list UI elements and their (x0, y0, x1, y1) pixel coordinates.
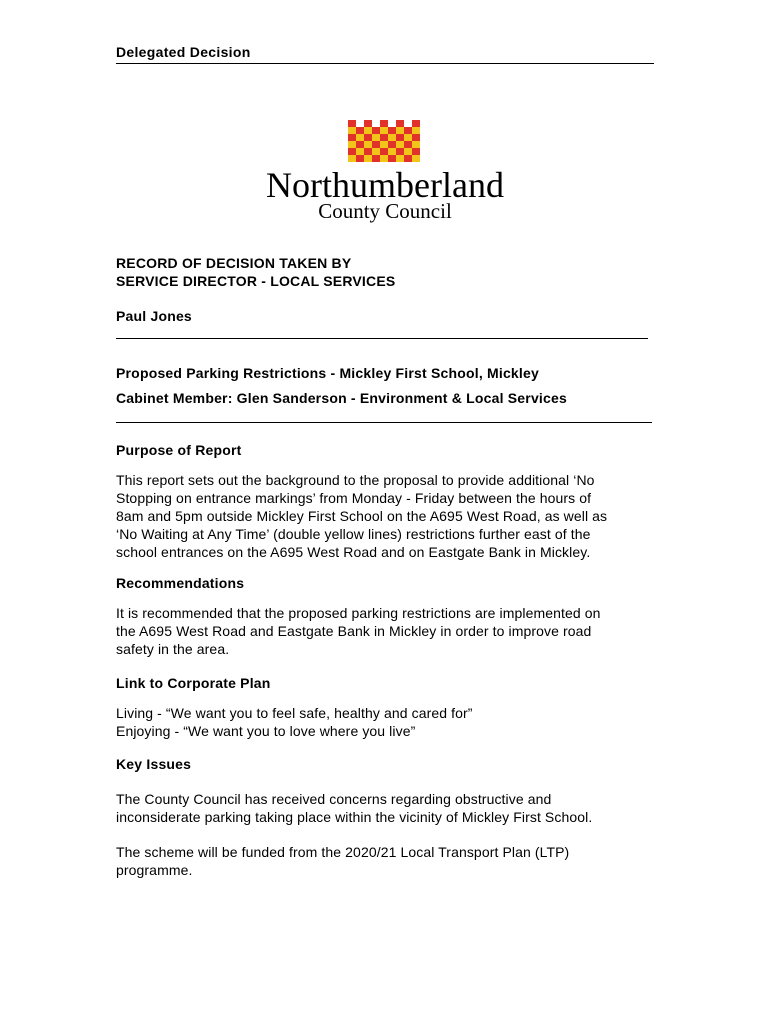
corporate-plan-line: Living - “We want you to feel safe, healthy and cared for” (116, 705, 473, 721)
logo-cell (364, 134, 372, 141)
logo-cell (404, 134, 412, 141)
logo-cell (404, 155, 412, 162)
subject-divider (116, 422, 652, 423)
logo-cell (380, 148, 388, 155)
logo-cell (364, 141, 372, 148)
logo-cell (388, 134, 396, 141)
logo-cell (388, 148, 396, 155)
corporate-plan-text (116, 704, 661, 740)
logo-cell (388, 127, 396, 134)
purpose-line: This report sets out the background to the proposal to provide additional ‘No (116, 472, 595, 488)
key-issues-line: programme. (116, 862, 193, 878)
logo-cell (380, 141, 388, 148)
logo-cell (348, 148, 356, 155)
record-title-line2: SERVICE DIRECTOR - LOCAL SERVICES (116, 273, 396, 289)
purpose-line: 8am and 5pm outside Mickley First School on the A695 West Road, as well as (116, 508, 608, 524)
document-header: Delegated Decision (116, 44, 251, 60)
logo-cell (348, 120, 356, 127)
recommendations-line: It is recommended that the proposed parking restrictions are implemented on (116, 605, 601, 621)
officer-name: Paul Jones (116, 308, 192, 324)
logo-cell (404, 148, 412, 155)
logo-cell (348, 155, 356, 162)
logo-cell (356, 127, 364, 134)
logo-cell (372, 148, 380, 155)
purpose-line: ‘No Waiting at Any Time’ (double yellow lines) restrictions further east of the (116, 526, 591, 542)
logo-cell (396, 120, 404, 127)
recommendations-text (116, 604, 661, 658)
record-title-line1: RECORD OF DECISION TAKEN BY (116, 255, 352, 271)
logo-cell (356, 155, 364, 162)
logo-cell (388, 155, 396, 162)
logo-cell (396, 155, 404, 162)
purpose-heading: Purpose of Report (116, 442, 242, 458)
purpose-text (116, 471, 661, 561)
logo-cell (364, 120, 372, 127)
logo-cell (412, 134, 420, 141)
key-issues-line: The County Council has received concerns regarding obstructive and (116, 791, 552, 807)
corporate-plan-line: Enjoying - “We want you to love where you live” (116, 723, 416, 739)
logo-cell (364, 155, 372, 162)
logo-cell (372, 127, 380, 134)
logo-subtitle: County Council (318, 199, 452, 223)
logo-cell (380, 155, 388, 162)
logo-cell (380, 120, 388, 127)
logo-cell (412, 141, 420, 148)
subject-title: Proposed Parking Restrictions - Mickley First School, Mickley (116, 365, 539, 381)
key-issues-line: The scheme will be funded from the 2020/21 Local Transport Plan (LTP) (116, 844, 570, 860)
logo-cell (404, 127, 412, 134)
recommendations-line: the A695 West Road and Eastgate Bank in Mickley in order to improve road (116, 623, 592, 639)
logo-cell (356, 148, 364, 155)
northumberland-logo-icon (348, 120, 420, 162)
logo-cell (364, 127, 372, 134)
logo-cell (396, 134, 404, 141)
logo-cell (412, 120, 420, 127)
officer-divider (116, 338, 648, 339)
logo-cell (396, 141, 404, 148)
logo-cell (372, 141, 380, 148)
key-issues-para1 (116, 790, 661, 826)
corporate-plan-heading: Link to Corporate Plan (116, 675, 271, 691)
logo-cell (412, 155, 420, 162)
purpose-line: school entrances on the A695 West Road and on Eastgate Bank in Mickley. (116, 544, 591, 560)
logo-cell (348, 141, 356, 148)
logo-cell (396, 127, 404, 134)
logo-cell (348, 134, 356, 141)
header-divider (116, 63, 654, 64)
purpose-line: Stopping on entrance markings’ from Monday - Friday between the hours of (116, 490, 592, 506)
logo-cell (372, 134, 380, 141)
logo-cell (356, 141, 364, 148)
logo-cell (412, 127, 420, 134)
logo-name: Northumberland (266, 165, 504, 205)
logo-cell (412, 148, 420, 155)
logo-cell (380, 134, 388, 141)
key-issues-heading: Key Issues (116, 756, 192, 772)
logo-cell (380, 127, 388, 134)
logo-cell (364, 148, 372, 155)
recommendations-heading: Recommendations (116, 575, 245, 591)
key-issues-line: inconsiderate parking taking place within the vicinity of Mickley First School. (116, 809, 593, 825)
cabinet-member: Cabinet Member: Glen Sanderson - Environment & Local Services (116, 390, 567, 406)
logo-cell (388, 141, 396, 148)
logo-cell (404, 141, 412, 148)
key-issues-para2 (116, 843, 661, 879)
recommendations-line: safety in the area. (116, 641, 230, 657)
logo-cell (396, 148, 404, 155)
logo-cell (348, 127, 356, 134)
logo-cell (372, 155, 380, 162)
logo-cell (356, 134, 364, 141)
